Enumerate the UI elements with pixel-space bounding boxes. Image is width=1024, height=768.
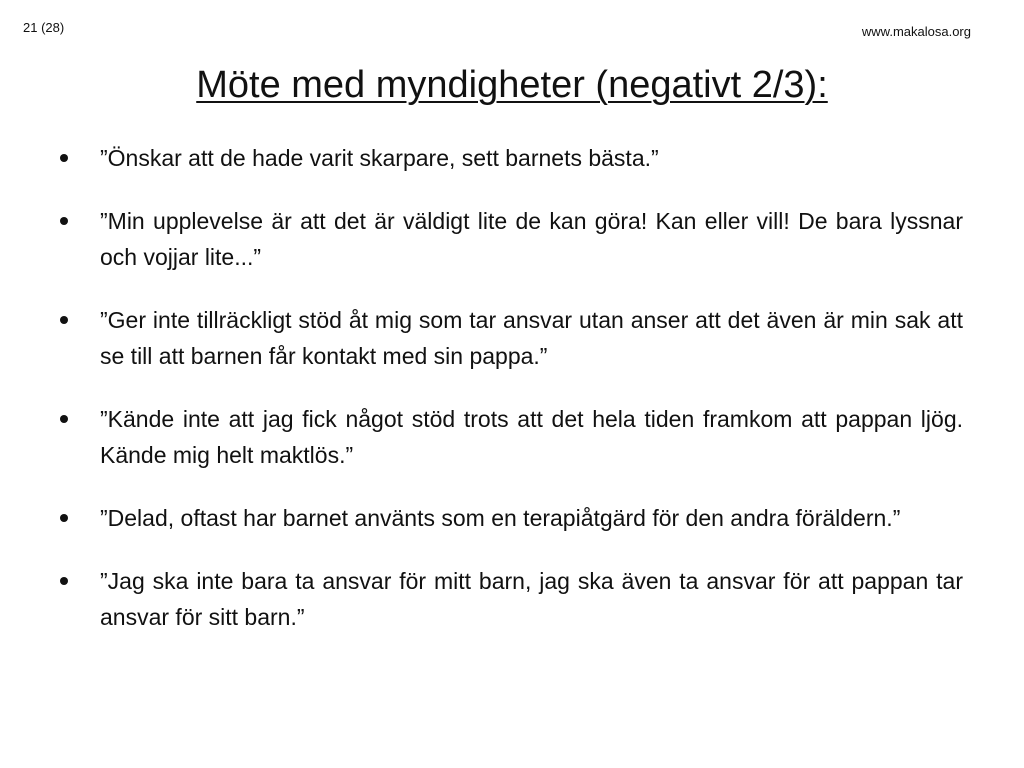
page-number: 21 (28): [23, 20, 65, 35]
slide-title: Möte med myndigheter (negativt 2/3):: [196, 64, 828, 106]
bullet-text: ”Min upplevelse är att det är väldigt lite de kan göra! Kan eller vill! De bara lyssnar och vojjar lite...”: [100, 208, 963, 270]
bullet-text: ”Ger inte tillräckligt stöd åt mig som tar ansvar utan anser att det även är min sak att se till att barnen får kontakt med sin pappa.”: [100, 307, 963, 369]
bullet-icon: [60, 316, 68, 324]
bullet-text: ”Delad, oftast har barnet använts som en terapiåtgärd för den andra föräldern.”: [100, 505, 901, 531]
bullet-text: ”Jag ska inte bara ta ansvar för mitt barn, jag ska även ta ansvar för att pappan tar ansvar för sitt barn.”: [100, 568, 963, 630]
bullet-text: ”Kände inte att jag fick något stöd trots att det hela tiden framkom att pappan ljög. Kände mig helt maktlös.”: [100, 406, 963, 468]
bullet-icon: [60, 514, 68, 522]
bullet-icon: [60, 577, 68, 585]
bullet-list: [60, 140, 963, 635]
bullet-item-2: [60, 203, 963, 275]
bullet-icon: [60, 217, 68, 225]
bullet-text: ”Önskar att de hade varit skarpare, sett barnets bästa.”: [100, 145, 659, 171]
bullet-icon: [60, 154, 68, 162]
bullet-item-6: [60, 563, 963, 635]
bullet-item-4: [60, 401, 963, 473]
bullet-icon: [60, 415, 68, 423]
bullet-item-5: [60, 500, 963, 536]
website-url: www.makalosa.org: [861, 24, 971, 39]
bullet-item-1: [60, 140, 963, 176]
bullet-item-3: [60, 302, 963, 374]
